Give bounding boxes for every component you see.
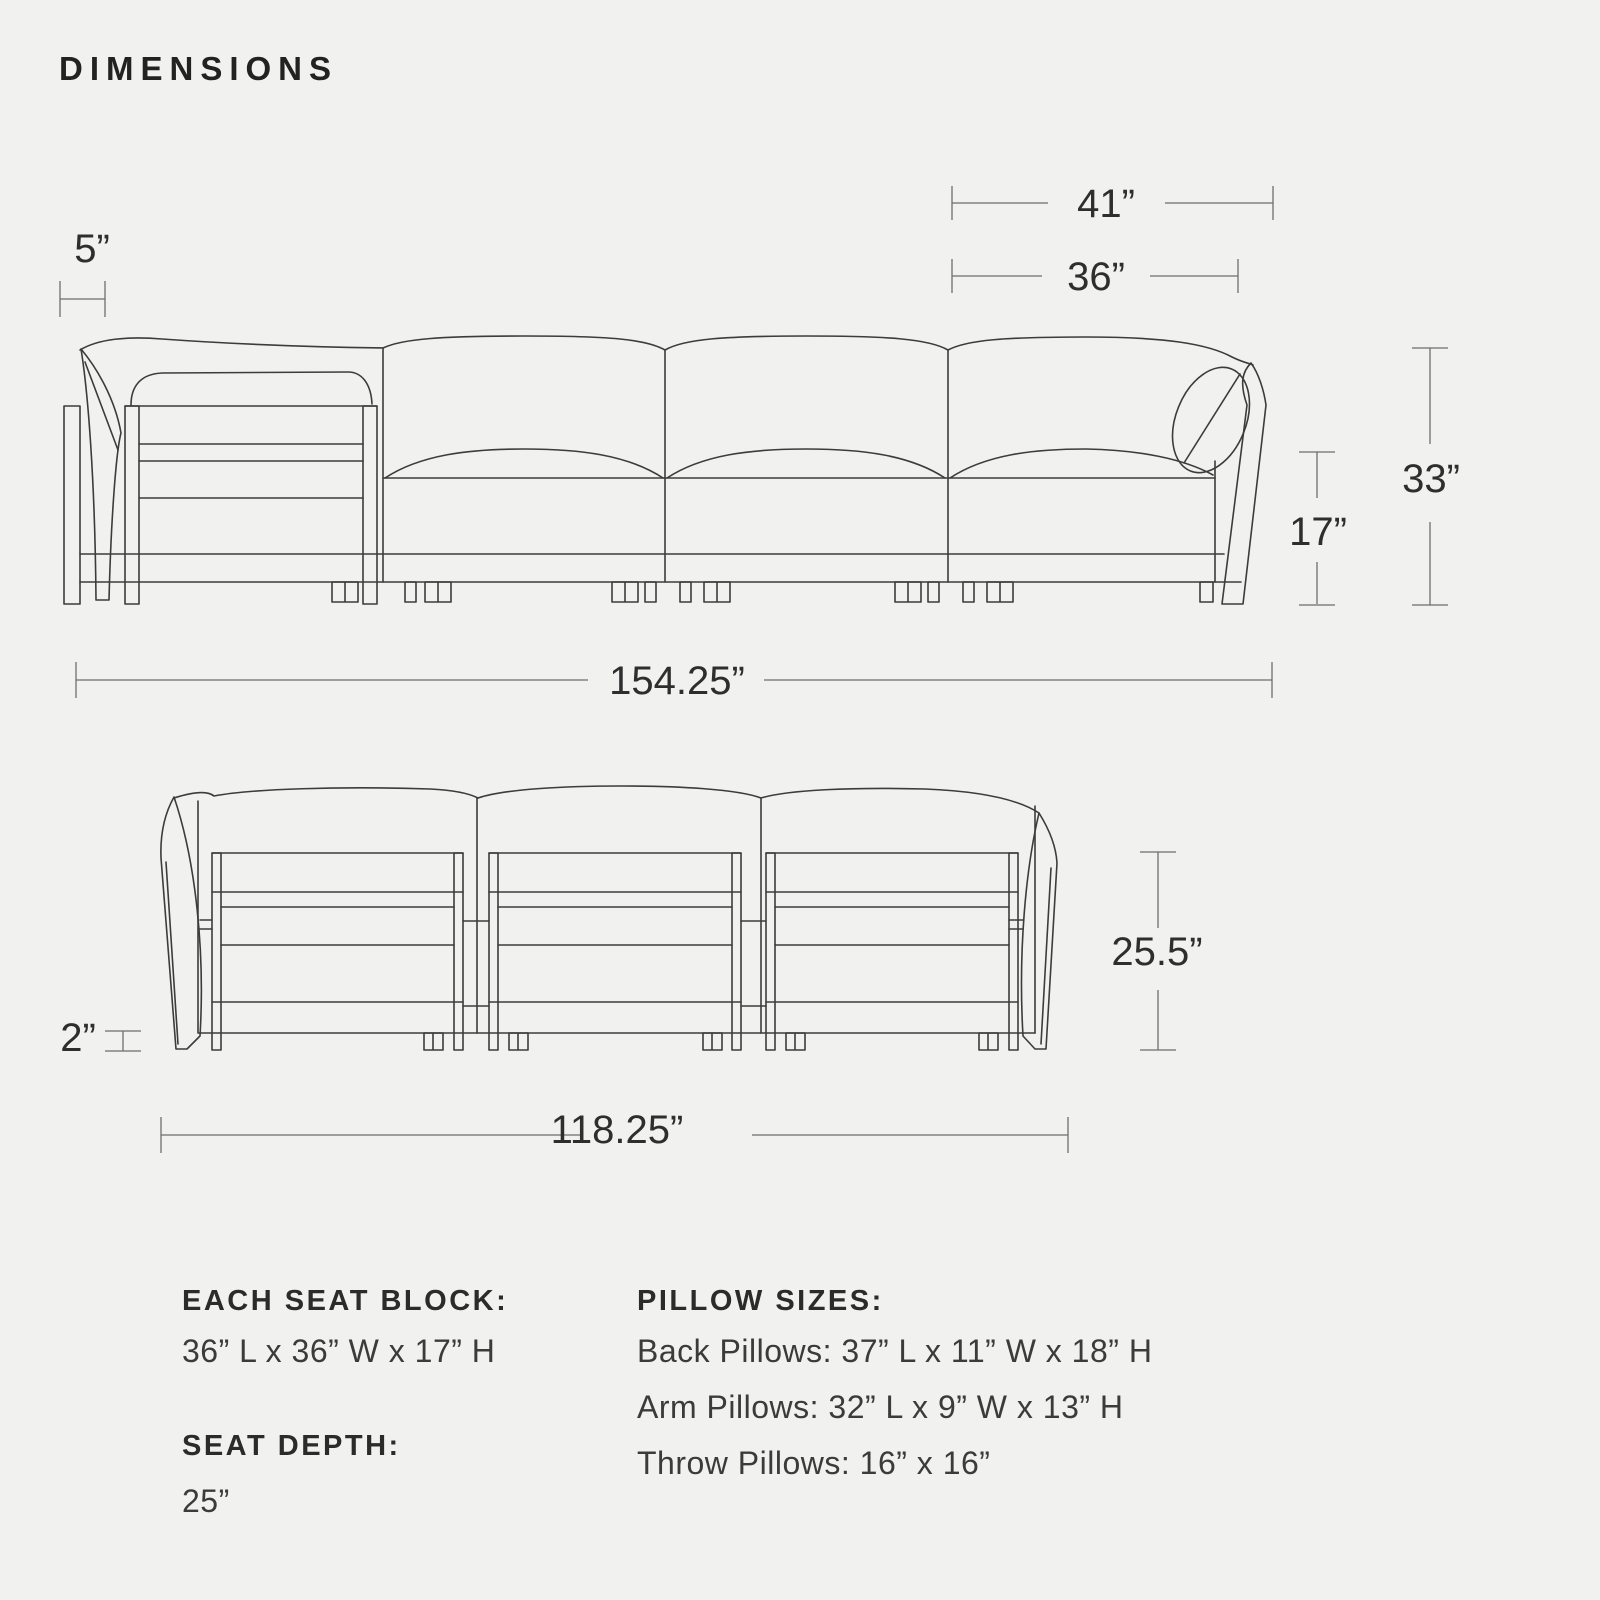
seat-depth-value: 25”: [182, 1483, 230, 1519]
pillow-size-throw: Throw Pillows: 16” x 16”: [637, 1445, 991, 1481]
pillow-size-back: Back Pillows: 37” L x 11” W x 18” H: [637, 1333, 1153, 1369]
pillow-size-arm: Arm Pillows: 32” L x 9” W x 13” H: [637, 1389, 1124, 1425]
dim-leg-height: 2”: [60, 1016, 96, 1060]
dim-frame-length: 118.25”: [550, 1108, 684, 1152]
seat-block-value: 36” L x 36” W x 17” H: [182, 1333, 496, 1369]
dim-overall-height: 33”: [1402, 457, 1460, 501]
dim-back-height: 25.5”: [1111, 930, 1203, 974]
side-view-dimensions: [60, 182, 1460, 703]
pillow-sizes-heading: PILLOW SIZES:: [637, 1285, 884, 1317]
dim-corner-width: 41”: [1077, 182, 1135, 226]
dim-seat-height: 17”: [1289, 510, 1347, 554]
dim-overall-length: 154.25”: [609, 659, 745, 703]
back-view-drawing: [161, 786, 1057, 1050]
seat-block-heading: EACH SEAT BLOCK:: [182, 1285, 509, 1317]
side-view-drawing: [64, 336, 1266, 604]
dim-module-width: 36”: [1067, 255, 1125, 299]
seat-depth-heading: SEAT DEPTH:: [182, 1430, 401, 1462]
page-title: DIMENSIONS: [59, 50, 339, 87]
dim-arm-width: 5”: [74, 227, 110, 271]
